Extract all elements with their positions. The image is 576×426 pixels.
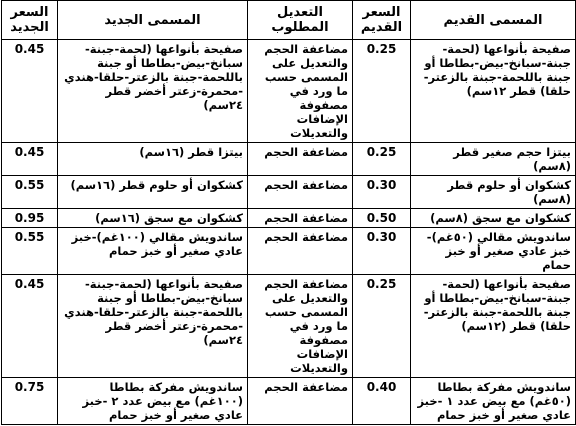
table-row — [2, 143, 576, 176]
modification-cell: مضاعفة الحجم — [248, 176, 353, 209]
new-name-cell: ساندويش مفركة بطاطا (١٠٠غم) مع بيض عدد ٢ -خبز عادي صغير أو خبز حمام — [58, 378, 248, 425]
new-name-cell: بيتزا قطر (١٦سم) — [58, 143, 248, 176]
new-name-cell: كشكوان أو حلوم قطر (١٦سم) — [58, 176, 248, 209]
modification-cell: مضاعفة الحجم — [248, 209, 353, 228]
old-price-cell: 0.30 — [353, 228, 411, 275]
old-name-cell: بيتزا حجم صغير قطر (٨سم) — [411, 143, 576, 176]
header-new-name: المسمى الجديد — [58, 1, 248, 40]
modification-cell: مضاعفة الحجم — [248, 228, 353, 275]
header-old-price: السعر القديم — [353, 1, 411, 40]
old-name-cell: صفيحة بأنواعها (لحمة-جبنة-سبانخ-بيض-بطاطا أو جبنة باللحمة-جبنة بالزعتر-حلقا) قطر ١٢سم) — [411, 40, 576, 143]
new-price-cell: 0.55 — [2, 176, 58, 209]
old-name-cell: كشكوان أو حلوم قطر (٨سم) — [411, 176, 576, 209]
header-modification: التعديل المطلوب — [248, 1, 353, 40]
old-price-cell: 0.50 — [353, 209, 411, 228]
old-name-cell: كشكوان مع سجق (٨سم) — [411, 209, 576, 228]
old-price-cell: 0.30 — [353, 176, 411, 209]
modification-cell: مضاعفة الحجم — [248, 143, 353, 176]
header-new-price: السعر الجديد — [2, 1, 58, 40]
new-price-cell: 0.45 — [2, 275, 58, 378]
new-price-cell: 0.45 — [2, 40, 58, 143]
modification-cell: مضاعفة الحجم — [248, 378, 353, 425]
header-old-name: المسمى القديم — [411, 1, 576, 40]
old-price-cell: 0.25 — [353, 40, 411, 143]
old-name-cell: ساندويش مفركة بطاطا (٥٠غم) مع بيض عدد ١ -خبز عادي صغير أو خبز حمام — [411, 378, 576, 425]
table-row — [2, 378, 576, 425]
price-modification-table — [1, 0, 576, 425]
old-price-cell: 0.40 — [353, 378, 411, 425]
header-row — [2, 1, 576, 40]
table-row — [2, 228, 576, 275]
new-name-cell: صفيحة بأنواعها (لحمة-جبنة-سبانخ-بيض-بطاطا أو جبنة باللحمة-جبنة بالزعتر-حلقا-هندي -محمرة-زعتر أخضر قطر ٢٤سم) — [58, 275, 248, 378]
table-row — [2, 176, 576, 209]
table-row — [2, 40, 576, 143]
new-price-cell: 0.55 — [2, 228, 58, 275]
new-name-cell: ساندويش مقالي (١٠٠غم)-خبز عادي صغير أو خبز حمام — [58, 228, 248, 275]
modification-cell: مضاعفة الحجم والتعديل على المسمى حسب ما ورد في مصفوفة الإضافات والتعديلات — [248, 40, 353, 143]
old-name-cell: ساندويش مقالي (٥٠غم)-خبز عادي صغير أو خبز حمام — [411, 228, 576, 275]
old-name-cell: صفيحة بأنواعها (لحمة-جبنة-سبانخ-بيض-بطاطا أو جبنة باللحمة-جبنة بالزعتر-حلقا) قطر (١٢سم) — [411, 275, 576, 378]
modification-cell: مضاعفة الحجم والتعديل على المسمى حسب ما ورد في مصفوفة الإضافات والتعديلات — [248, 275, 353, 378]
new-price-cell: 0.95 — [2, 209, 58, 228]
old-price-cell: 0.25 — [353, 143, 411, 176]
new-name-cell: صفيحة بأنواعها (لحمة-جبنة-سبانخ-بيض-بطاطا أو جبنة باللحمة-جبنة بالزعتر-حلقا-هندي -محمرة-زعتر أخضر قطر ٢٤سم) — [58, 40, 248, 143]
new-price-cell: 0.75 — [2, 378, 58, 425]
new-price-cell: 0.45 — [2, 143, 58, 176]
old-price-cell: 0.25 — [353, 275, 411, 378]
table-row — [2, 275, 576, 378]
table-row — [2, 209, 576, 228]
new-name-cell: كشكوان مع سجق (١٦سم) — [58, 209, 248, 228]
